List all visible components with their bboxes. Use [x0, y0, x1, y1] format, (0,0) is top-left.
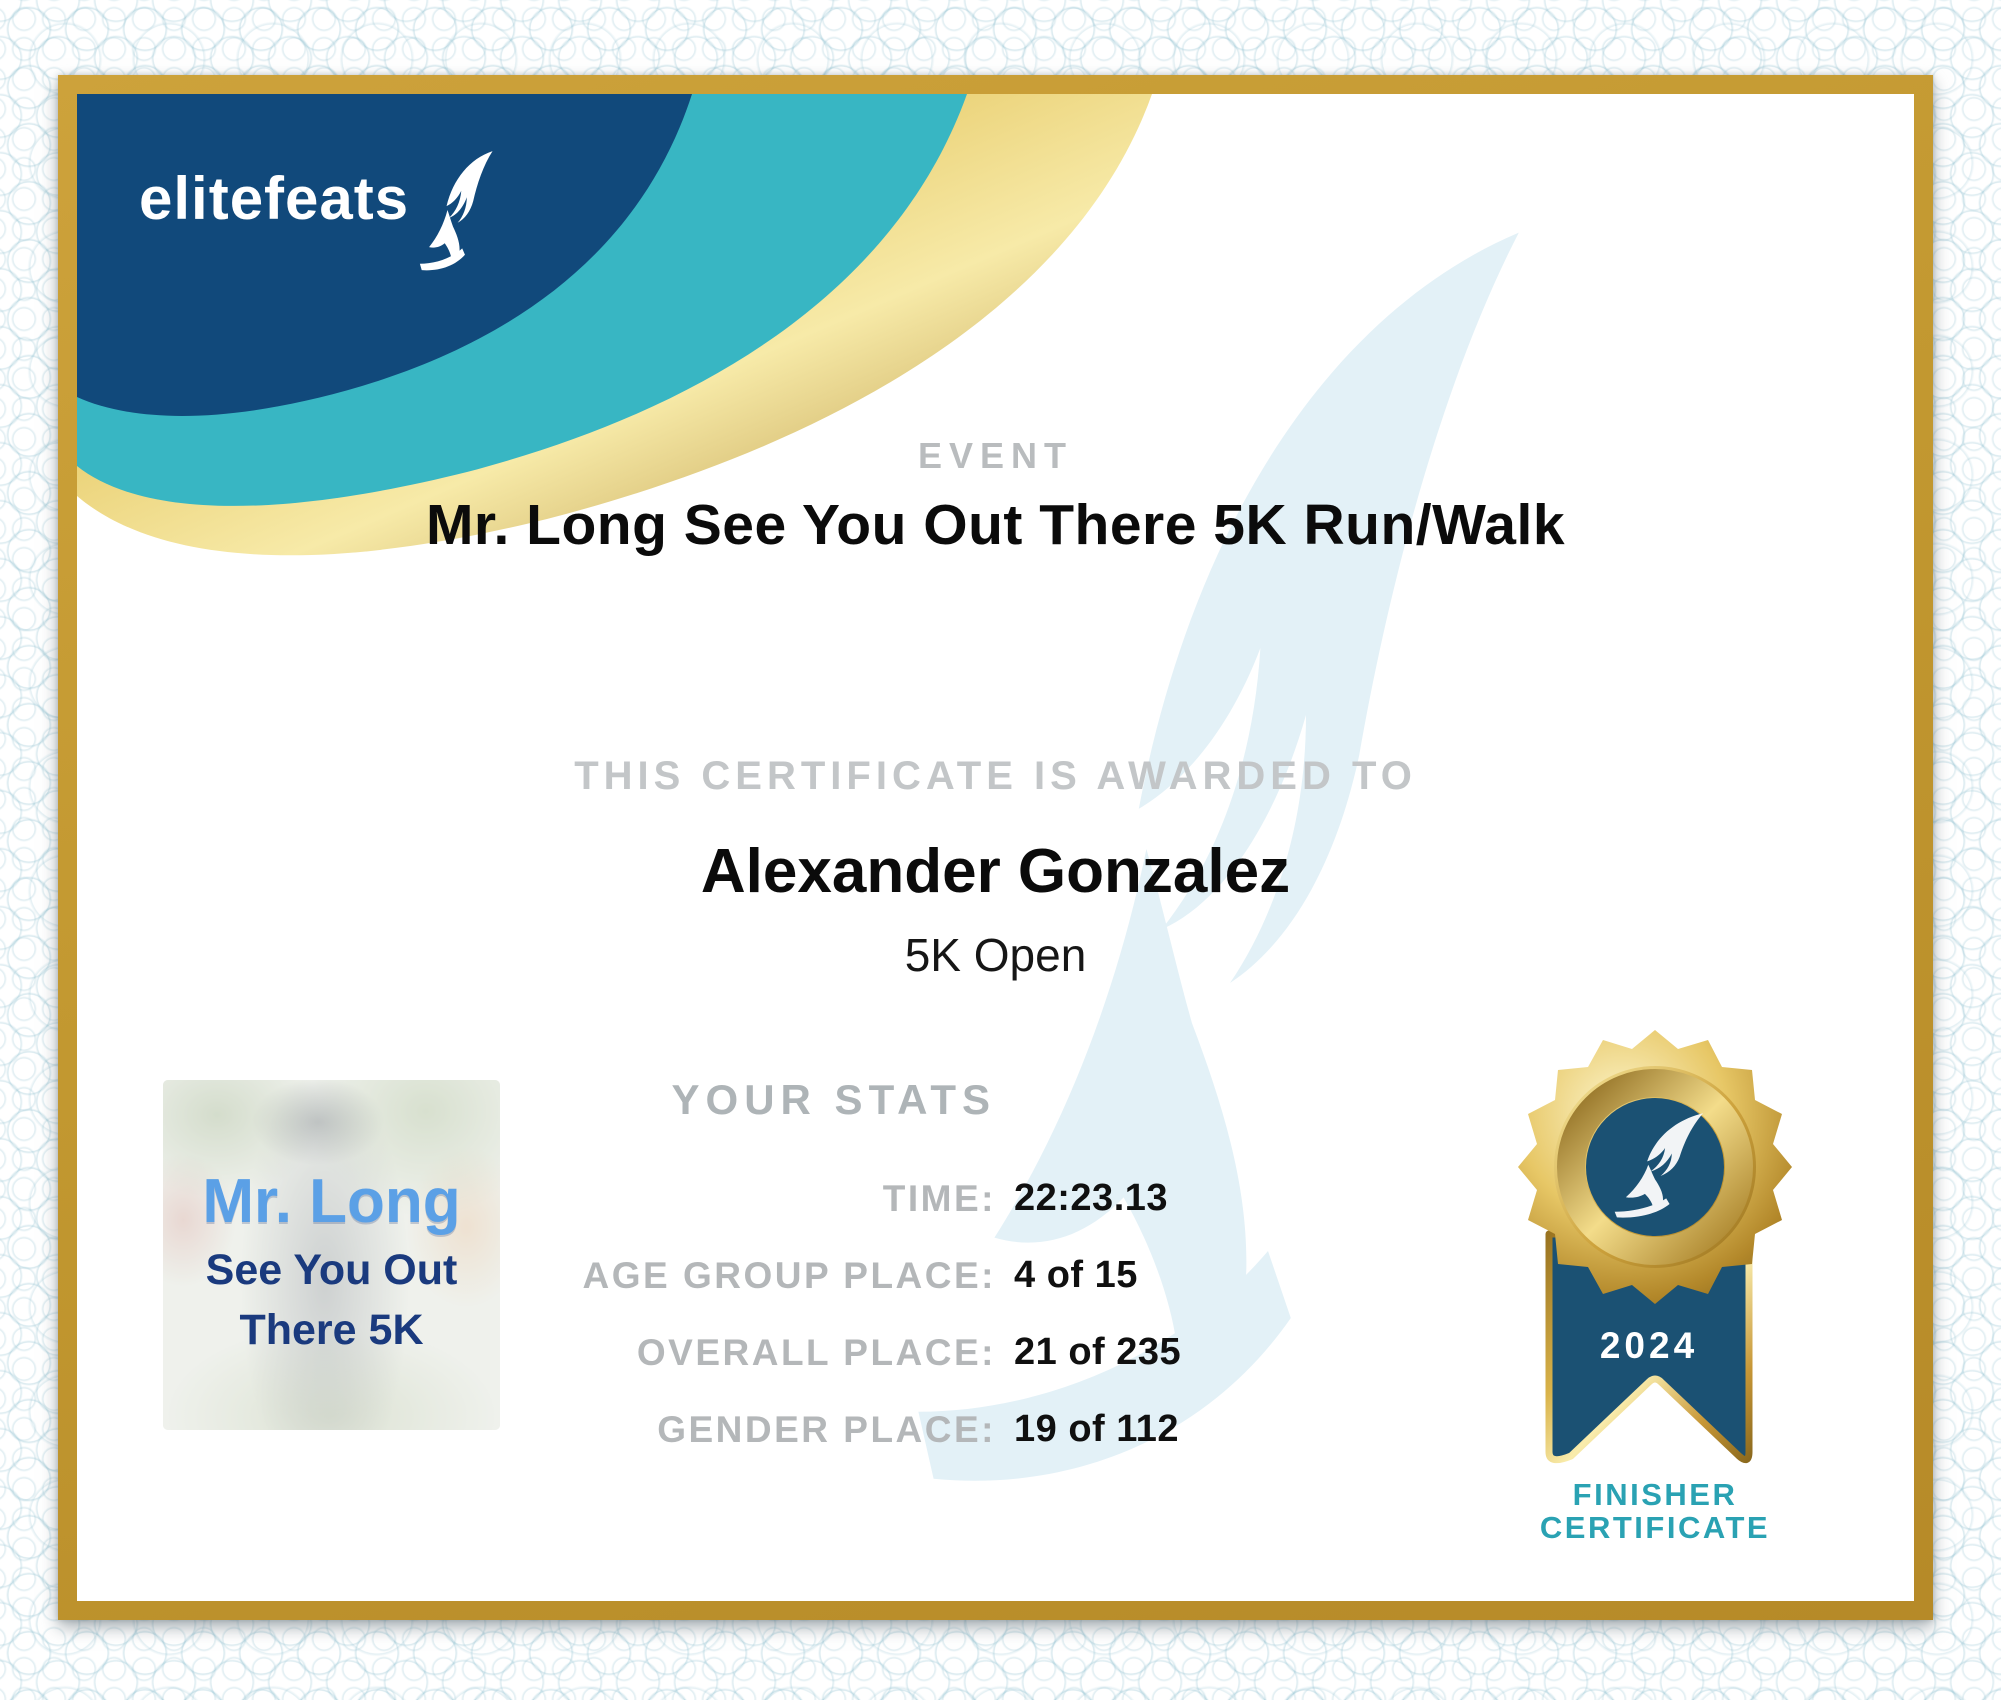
event-label: EVENT: [917, 435, 1074, 476]
division-name: 5K Open: [904, 929, 1087, 981]
stats-heading: YOUR STATS: [671, 1076, 996, 1123]
certificate-card: [77, 94, 1914, 1601]
badge-caption-line2: CERTIFICATE: [1539, 1510, 1771, 1545]
event-logo-title: Mr. Long: [202, 1167, 461, 1236]
badge-caption: [1473, 1478, 1837, 1544]
stat-label: AGE GROUP PLACE:: [582, 1254, 996, 1296]
badge-center: [1586, 1098, 1724, 1236]
stat-value: 4 of 15: [1014, 1254, 1138, 1296]
event-name: Mr. Long See You Out There 5K Run/Walk: [425, 493, 1566, 557]
gold-frame: [58, 75, 1933, 1620]
recipient-name: Alexander Gonzalez: [700, 837, 1291, 906]
event-logo-subtitle2: There 5K: [239, 1306, 424, 1354]
stat-label: GENDER PLACE:: [657, 1408, 996, 1450]
badge-year: 2024: [1599, 1325, 1699, 1366]
stat-label: OVERALL PLACE:: [636, 1331, 996, 1373]
stat-value: 22:23.13: [1014, 1177, 1169, 1219]
stat-value: 21 of 235: [1014, 1331, 1182, 1373]
event-logo-subtitle: See You Out: [205, 1246, 458, 1294]
certificate-content: [77, 94, 1914, 1601]
event-logo-image: [163, 1080, 500, 1430]
stat-value: 19 of 112: [1014, 1408, 1180, 1450]
winged-foot-logo-icon: [407, 146, 499, 274]
brand-wordmark: elitefeats: [139, 165, 410, 232]
finisher-medal-badge: [1475, 1014, 1839, 1494]
badge-caption-line1: FINISHER: [1572, 1477, 1738, 1512]
stat-label: TIME:: [882, 1177, 996, 1219]
award-intro-label: THIS CERTIFICATE IS AWARDED TO: [574, 754, 1417, 798]
